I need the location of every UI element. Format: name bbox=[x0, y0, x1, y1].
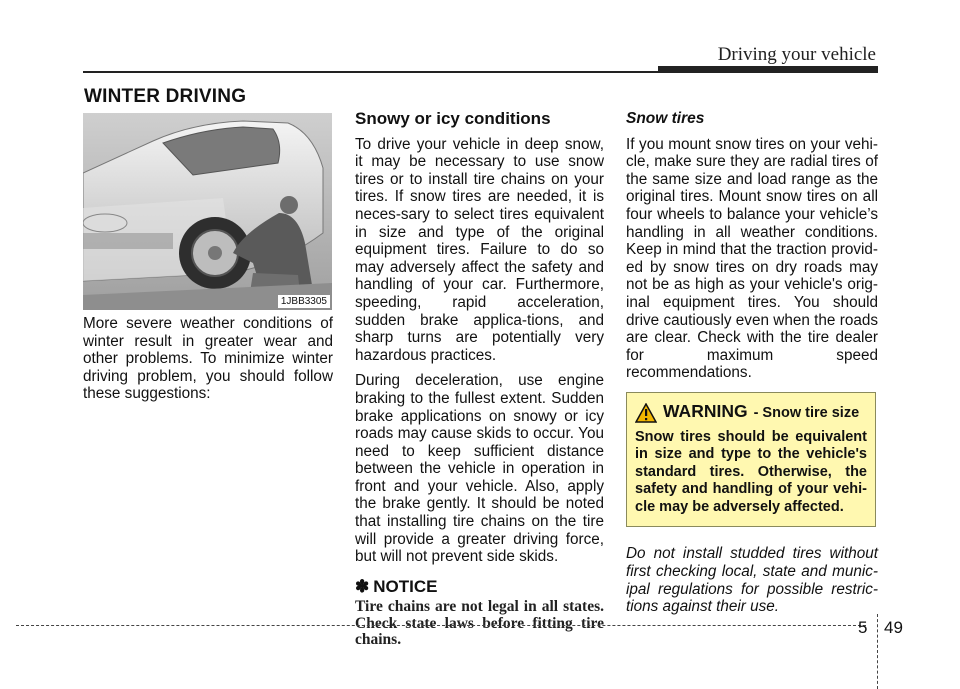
paragraph-snowy-2: During deceleration, use engine braking to the fullest extent. Sudden brake applications on snowy or icy roads may cause skids to occur. You need to keep sufficient distance between the vehicle in operation in front and your vehicle. Also, apply the brake gently. It should be noted that installing tire chains on the tire will provide a greater driving force, but will not prevent side skids. bbox=[355, 372, 604, 566]
page-number: 49 bbox=[884, 618, 903, 637]
warning-box bbox=[626, 392, 876, 528]
notice-icon: ✽ bbox=[355, 576, 370, 596]
column-2 bbox=[355, 110, 604, 649]
page-header-title: Driving your vehicle bbox=[717, 44, 876, 65]
header-bar bbox=[658, 66, 878, 73]
section-number: 5 bbox=[858, 618, 868, 637]
warning-text: Snow tires should be equivalent in size and type to the vehicle's standard tires. Otherwise, the safety and handling of your vehi-cle may be adversely affected. bbox=[635, 428, 867, 515]
notice-heading bbox=[355, 578, 604, 596]
warning-label: WARNING bbox=[663, 400, 748, 421]
warning-triangle-icon bbox=[635, 403, 657, 423]
footer-dashed-line bbox=[16, 625, 866, 626]
studded-tires-paragraph: Do not install studded tires without first checking local, state and munic-ipal regulations for possible restric-tions against their use. bbox=[626, 545, 878, 616]
column-1 bbox=[83, 315, 333, 411]
warning-subtitle: - Snow tire size bbox=[753, 404, 860, 421]
footer-divider bbox=[877, 614, 878, 689]
warning-header bbox=[635, 401, 867, 423]
figure-code: 1JBB3305 bbox=[278, 295, 330, 308]
paragraph-snowy-1: To drive your vehicle in deep snow, it may be necessary to use snow tires or to install tire chains on your tires. If snow tires are needed, it is neces-sary to select tires equivalent in size and type of the original equipment tires. Failure to do so may adversely affect the safety and handling of your car. Furthermore, speeding, rapid acceleration, sudden brake applica-tions, and sharp turns are potentially very hazardous practices. bbox=[355, 135, 604, 364]
column-3 bbox=[626, 110, 878, 616]
figure-illustration bbox=[83, 113, 332, 310]
paragraph-snow-tires: If you mount snow tires on your vehi-cle, make sure they are radial tires of the same size and load range as the original tires. Mount snow tires on all four wheels to balance your vehicle’s handling in all weather conditions. Keep in mind that the traction provid-ed by snow tires on dry roads may not be as high as your vehicle's orig-inal equipment tires. You should drive cautiously even when the roads are clear. Check with the tire dealer for maximum speed recommendations. bbox=[626, 135, 878, 382]
intro-paragraph: More severe weather conditions of winter result in greater wear and other problems. To minimize winter driving problem, you should follow these suggestions: bbox=[83, 315, 333, 403]
car-tire-illustration bbox=[83, 113, 332, 310]
section-title: WINTER DRIVING bbox=[84, 86, 247, 107]
heading-snow-tires: Snow tires bbox=[626, 110, 705, 127]
notice-label: NOTICE bbox=[373, 576, 438, 596]
notice-text: Tire chains are not legal in all states. Check state laws before fitting tire chains. bbox=[355, 598, 604, 649]
heading-snowy-icy: Snowy or icy conditions bbox=[355, 109, 551, 128]
